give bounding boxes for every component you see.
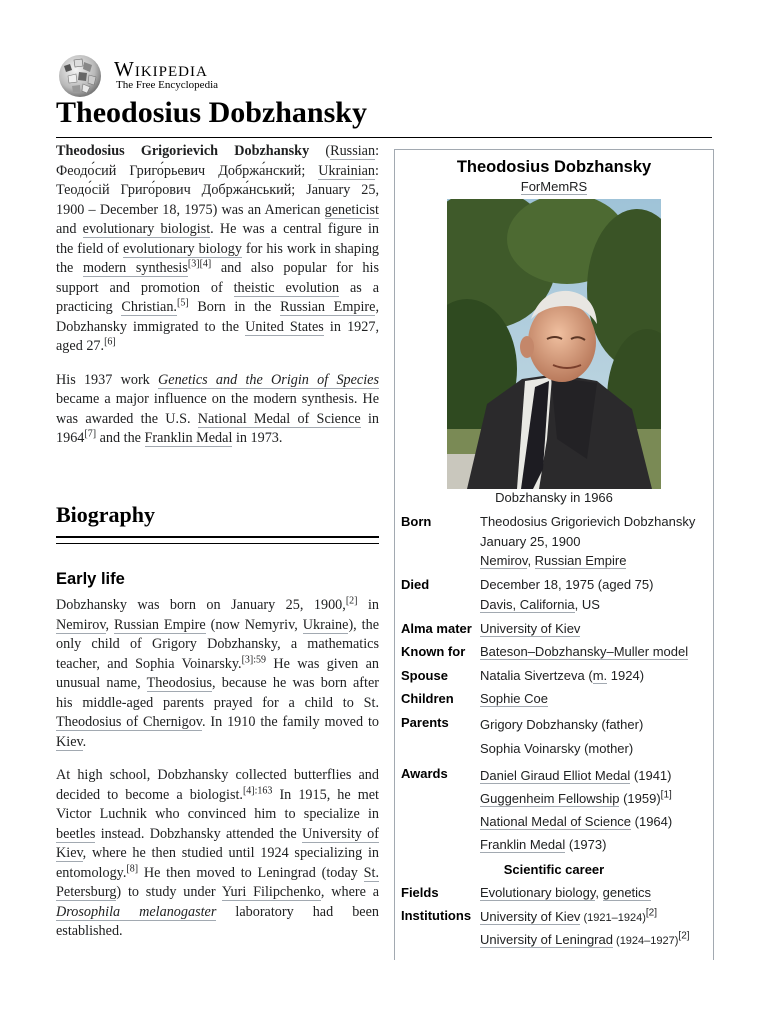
text: In 1915, he met Victor Luchnik who convinced him to specialize in — [56, 786, 379, 822]
value-spouse — [480, 666, 710, 686]
died-place — [480, 595, 710, 615]
text: He was given an unusual name, — [56, 655, 379, 691]
reference-2-inst1[interactable]: [2] — [645, 907, 657, 919]
portrait-image — [447, 199, 661, 489]
text: and — [56, 221, 83, 237]
early-life-section — [56, 596, 379, 956]
label-alma-mater: Alma mater — [401, 621, 472, 636]
link-yuri-filipchenko[interactable]: Yuri Filipchenko — [221, 884, 321, 900]
link-theistic-evolution[interactable]: theistic evolution — [233, 279, 340, 296]
link-theodosius[interactable]: Theodosius — [146, 675, 213, 691]
infobox-post-nominal — [395, 179, 713, 194]
link-married[interactable]: m. — [592, 668, 608, 683]
value-fields — [480, 883, 710, 903]
text: , where a — [320, 884, 379, 900]
early-life-paragraph-1 — [56, 596, 379, 752]
link-franklin-medal[interactable]: Franklin Medal — [144, 430, 233, 446]
value-known-for — [480, 642, 710, 662]
link-genetics[interactable]: genetics — [602, 885, 652, 900]
text: in 1964 — [56, 410, 379, 446]
value-born — [480, 512, 710, 571]
text: (1921–1924) — [580, 912, 646, 924]
link-franklin-medal-infobox[interactable]: Franklin Medal — [480, 837, 566, 852]
section-divider — [56, 536, 379, 544]
link-russian-empire-2[interactable]: Russian Empire — [114, 616, 206, 633]
text: (1973) — [565, 837, 607, 852]
link-kiev[interactable]: Kiev — [56, 733, 83, 750]
text: , — [105, 616, 115, 633]
text: instead. Dobzhansky attended the — [95, 825, 302, 842]
link-davis-california[interactable]: Davis, California — [480, 596, 575, 612]
lead-paragraph-2 — [56, 371, 379, 449]
reference-3-59[interactable]: [3]:59 — [241, 653, 267, 665]
label-children: Children — [401, 691, 454, 706]
born-name: Theodosius Grigorievich Dobzhansky — [480, 514, 696, 529]
text: , — [595, 885, 603, 900]
infobox-section-scientific-career: Scientific career — [503, 862, 605, 877]
text: became a major influence on the modern synthesis. He was awarded the U.S. — [56, 391, 379, 427]
wikipedia-tagline: The Free Encyclopedia — [116, 79, 219, 91]
label-known-for: Known for — [401, 644, 466, 659]
subject-name: Theodosius Grigorievich Dobzhansky — [56, 143, 310, 159]
text: (1924–1927) — [612, 935, 679, 947]
text: for his work in shaping the — [56, 240, 380, 276]
link-modern-synthesis[interactable]: modern synthesis — [82, 260, 188, 276]
link-drosophila-melanogaster[interactable]: Drosophila melanogaster — [56, 903, 217, 920]
section-heading-biography: Biography — [56, 502, 156, 527]
link-russian[interactable]: Russian — [330, 143, 376, 159]
reference-1[interactable]: [1] — [660, 789, 672, 801]
link-sophie-coe[interactable]: Sophie Coe — [480, 691, 548, 706]
text: He then moved to Leningrad (today — [138, 864, 364, 881]
link-ukrainian[interactable]: Ukrainian — [318, 162, 376, 179]
text: ) was an American — [212, 201, 325, 218]
died-date: December 18, 1975 (aged 75) — [480, 577, 654, 592]
label-institutions: Institutions — [401, 908, 472, 923]
text: in 1927, aged 27. — [56, 318, 379, 354]
link-christian[interactable]: Christian. — [121, 299, 177, 315]
reference-5[interactable]: [5] — [176, 297, 189, 309]
award-1 — [480, 764, 710, 787]
link-russian-empire-infobox[interactable]: Russian Empire — [534, 553, 627, 568]
reference-4-163[interactable]: [4]:163 — [242, 784, 273, 796]
link-nemirov[interactable]: Nemirov — [56, 616, 106, 633]
text: (now Nemyriv, — [205, 616, 303, 633]
text: Natalia Sivertzeva ( — [480, 668, 593, 683]
text: . He was a central figure in the field of — [56, 221, 379, 257]
reference-2-inst2[interactable]: [2] — [678, 930, 690, 942]
link-university-of-leningrad[interactable]: University of Leningrad — [480, 932, 613, 947]
text: , because he was born after his middle-aged parents prayed for a child to St. — [56, 675, 379, 711]
link-national-medal-infobox[interactable]: National Medal of Science — [480, 814, 632, 829]
born-place — [480, 551, 710, 571]
reference-6[interactable]: [6] — [104, 336, 116, 348]
text: Born in the — [188, 299, 281, 315]
link-genetics-origin-species[interactable]: Genetics and the Origin of Species — [158, 371, 379, 388]
link-beetles[interactable]: beetles — [56, 825, 96, 842]
reference-3-4[interactable]: [3][4] — [187, 258, 212, 270]
text: ), the only child of Grigory Dobzhansky, a mathematics teacher, and Sophia Voinarsky. — [56, 616, 380, 672]
parent-mother: Sophia Voinarsky (mother) — [480, 740, 634, 756]
text: Dobzhansky was born on January 25, 1900, — [56, 597, 346, 613]
born-date: January 25, 1900 — [480, 533, 581, 549]
infobox-caption: Dobzhansky in 1966 — [495, 490, 613, 505]
text: , — [527, 553, 535, 568]
wikipedia-globe-icon[interactable] — [56, 54, 104, 98]
reference-8[interactable]: [8] — [126, 862, 139, 874]
link-theodosius-of-chernigov[interactable]: Theodosius of Chernigov — [56, 714, 202, 730]
portrait-photo[interactable] — [447, 199, 661, 489]
value-alma-mater — [480, 619, 710, 639]
link-guggenheim[interactable]: Guggenheim Fellowship — [480, 791, 620, 806]
text: and the — [96, 430, 145, 446]
institution-1 — [480, 906, 710, 929]
reference-2[interactable]: [2] — [345, 595, 358, 607]
link-nemirov-infobox[interactable]: Nemirov — [480, 553, 528, 568]
link-university-of-kiev[interactable]: University of Kiev — [56, 825, 380, 861]
early-life-paragraph-2 — [56, 766, 379, 942]
article-lead — [56, 142, 379, 463]
link-university-of-kiev-inst[interactable]: University of Kiev — [480, 909, 581, 924]
link-evolutionary-biology[interactable]: evolutionary biology — [122, 240, 242, 257]
value-died — [480, 575, 710, 614]
lead-paragraph: Theodosius Grigorievich Dobzhansky (Russian: Феодо́сий Григо́рьевич Добржа́нский; Ukrainian: Теодо́сій Григо́рович Добржа́нський; January 25, 1900 – December 18, 1975) was an American geneticist and evolutionary biologist. He was a central figure in the field of evolutionary biology for his work in shaping the modern synthesis[3][4] and also popular for his support and promotion of theistic evolution as a practicing Christian.[5] Born in the Russian Empire, Dobzhansky immigrated to the United States in 1927, aged 27.[6] — [56, 143, 380, 354]
infobox-title: Theodosius Dobzhansky — [456, 158, 652, 176]
page-title: Theodosius Dobzhansky — [56, 96, 367, 129]
link-university-of-kiev-alma[interactable]: University of Kiev — [480, 621, 581, 636]
text: (1959) — [619, 791, 661, 806]
text: . — [82, 733, 87, 750]
text: in — [357, 597, 379, 613]
reference-7[interactable]: [7] — [84, 428, 97, 440]
text: ) to study under — [116, 884, 222, 900]
parent-father: Grigory Dobzhansky (father) — [480, 717, 644, 732]
link-national-medal-of-science[interactable]: National Medal of Science — [197, 410, 361, 427]
text: (1941) — [630, 768, 672, 783]
text: . In 1910 the family moved to — [201, 714, 379, 730]
title-divider — [56, 137, 712, 138]
label-parents: Parents — [401, 715, 449, 730]
text: in 1973. — [232, 430, 283, 446]
award-2 — [480, 787, 710, 810]
link-united-states[interactable]: United States — [245, 318, 324, 335]
wikipedia-header — [56, 54, 386, 98]
label-fields: Fields — [401, 885, 439, 900]
value-parents — [480, 713, 710, 760]
text: , US — [574, 596, 600, 612]
link-ukraine[interactable]: Ukraine — [302, 616, 349, 633]
link-elliot-medal[interactable]: Daniel Giraud Elliot Medal — [480, 768, 631, 783]
label-awards: Awards — [401, 766, 448, 781]
subsection-heading-early-life: Early life — [56, 570, 125, 588]
link-evolutionary-biologist[interactable]: evolutionary biologist — [82, 221, 211, 237]
text: laboratory had been established. — [56, 903, 379, 939]
text: as a practicing — [56, 279, 379, 315]
link-formemrs[interactable]: ForMemRS — [520, 179, 588, 194]
link-russian-empire[interactable]: Russian Empire — [280, 299, 376, 315]
russian-name: Феодо́сий Григо́рьевич Добржа́нский — [56, 162, 302, 179]
label-born: Born — [401, 514, 432, 529]
text: , Dobzhansky immigrated to the — [56, 299, 379, 335]
life-dates: January 25, 1900 – December 18, 1975 — [56, 182, 379, 218]
institution-2 — [480, 929, 710, 952]
wikipedia-wordmark[interactable]: Wikipedia — [114, 57, 208, 81]
link-st-petersburg[interactable]: St. Petersburg — [56, 864, 379, 900]
text: , where he then studied until 1924 specializing in entomology. — [56, 845, 379, 881]
label-died: Died — [401, 577, 430, 592]
ukrainian-name: Теодо́сій Григо́рович Добржа́нський — [56, 182, 292, 198]
link-geneticist[interactable]: geneticist — [324, 201, 379, 218]
link-bdm-model[interactable]: Bateson–Dobzhansky–Muller model — [480, 644, 689, 659]
infobox — [394, 149, 714, 960]
value-institutions — [480, 906, 710, 952]
text: At high school, Dobzhansky collected butterflies and decided to become a biologist. — [56, 767, 379, 803]
text: 1924) — [607, 668, 645, 683]
value-awards — [480, 764, 710, 856]
value-children — [480, 689, 710, 709]
award-4 — [480, 833, 710, 856]
text: (1964) — [631, 814, 673, 829]
label-spouse: Spouse — [401, 668, 448, 683]
link-evolutionary-biology-infobox[interactable]: Evolutionary biology — [480, 885, 596, 900]
text: His 1937 work — [56, 371, 159, 388]
award-3 — [480, 810, 710, 833]
text: and also popular for his support and promotion of — [56, 260, 379, 296]
